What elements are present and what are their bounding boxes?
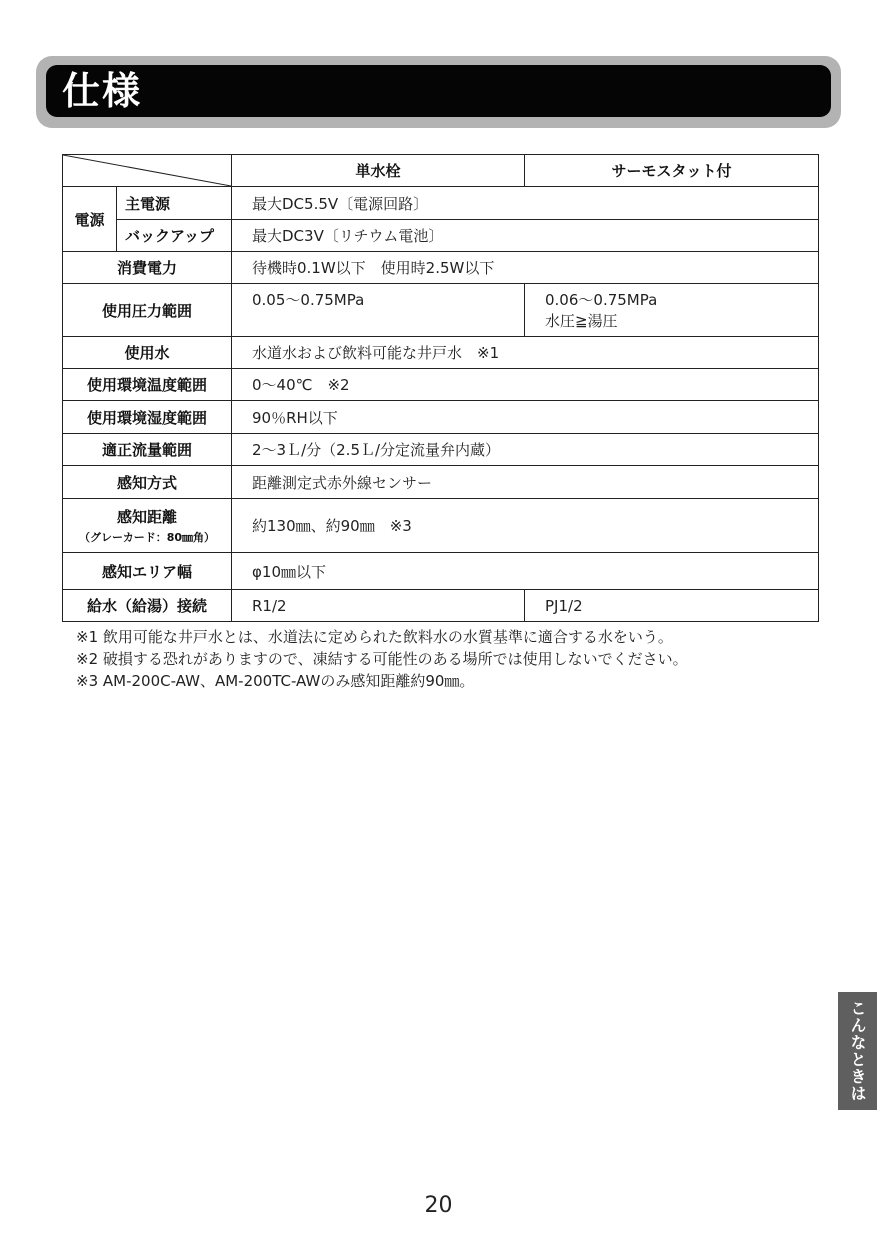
page-title: 仕様 bbox=[62, 69, 143, 113]
water-value: 水道水および飲料可能な井戸水 ※1 bbox=[232, 337, 819, 369]
humidity-label: 使用環境湿度範囲 bbox=[63, 401, 232, 434]
connection-label: 給水（給湯）接続 bbox=[63, 590, 232, 622]
table-row bbox=[63, 434, 819, 466]
table-row bbox=[63, 590, 819, 622]
backup-label: バックアップ bbox=[117, 220, 232, 252]
side-tab-troubleshooting[interactable]: こんなときは bbox=[838, 992, 877, 1110]
table-header-row bbox=[63, 155, 819, 187]
sensing-distance-sublabel: （グレーカード：80㎜角） bbox=[78, 531, 216, 544]
header-thermostat: サーモスタット付 bbox=[525, 155, 819, 187]
humidity-value: 90％RH以下 bbox=[232, 401, 819, 434]
title-bar bbox=[46, 65, 831, 117]
table-row bbox=[63, 369, 819, 401]
header-tansuisen: 単水栓 bbox=[232, 155, 525, 187]
main-power-label: 主電源 bbox=[117, 187, 232, 220]
pressure-thermostat-line1: 0.06〜0.75MPa bbox=[545, 291, 658, 309]
water-label: 使用水 bbox=[63, 337, 232, 369]
table-row bbox=[63, 187, 819, 220]
sensing-distance-cell bbox=[63, 499, 232, 553]
table-row bbox=[63, 337, 819, 369]
footnote-3: ※3 AM-200C-AW、AM-200TC-AWのみ感知距離約90㎜。 bbox=[76, 672, 475, 690]
table-row bbox=[63, 466, 819, 499]
page-number: 20 bbox=[424, 1193, 453, 1218]
consumption-label: 消費電力 bbox=[63, 252, 232, 284]
pressure-thermostat bbox=[525, 284, 819, 337]
consumption-value: 待機時0.1W以下 使用時2.5W以下 bbox=[232, 252, 819, 284]
table-row bbox=[63, 553, 819, 590]
main-power-value: 最大DC5.5V〔電源回路〕 bbox=[232, 187, 819, 220]
sensing-area-value: φ10㎜以下 bbox=[232, 553, 819, 590]
sensing-method-label: 感知方式 bbox=[63, 466, 232, 499]
backup-value: 最大DC3V〔リチウム電池〕 bbox=[232, 220, 819, 252]
temp-value: 0〜40℃ ※2 bbox=[232, 369, 819, 401]
sensing-distance-label: 感知距離 bbox=[116, 508, 177, 526]
footnote-2: ※2 破損する恐れがありますので、凍結する可能性のある場所では使用しないでください。 bbox=[76, 650, 688, 668]
footnote-1: ※1 飲用可能な井戸水とは、水道法に定められた飲料水の水質基準に適合する水をいう。 bbox=[76, 628, 673, 646]
table-row bbox=[63, 401, 819, 434]
footnotes bbox=[76, 626, 836, 692]
connection-tansuisen: R1/2 bbox=[232, 590, 525, 622]
sensing-area-label: 感知エリア幅 bbox=[63, 553, 232, 590]
sensing-method-value: 距離測定式赤外線センサー bbox=[232, 466, 819, 499]
flow-value: 2〜3Ｌ/分（2.5Ｌ/分定流量弁内蔵） bbox=[232, 434, 819, 466]
power-group-label: 電源 bbox=[63, 187, 117, 252]
connection-thermostat: PJ1/2 bbox=[525, 590, 819, 622]
pressure-tansuisen: 0.05〜0.75MPa bbox=[232, 284, 525, 337]
sensing-distance-value: 約130㎜、約90㎜ ※3 bbox=[232, 499, 819, 553]
table-row bbox=[63, 499, 819, 553]
table-row bbox=[63, 252, 819, 284]
pressure-label: 使用圧力範囲 bbox=[63, 284, 232, 337]
spec-table bbox=[62, 154, 819, 622]
flow-label: 適正流量範囲 bbox=[63, 434, 232, 466]
table-row bbox=[63, 220, 819, 252]
corner-cell bbox=[63, 155, 232, 187]
pressure-thermostat-line2: 水圧≧湯圧 bbox=[545, 312, 618, 330]
temp-label: 使用環境温度範囲 bbox=[63, 369, 232, 401]
table-row bbox=[63, 284, 819, 337]
diagonal-line bbox=[63, 155, 231, 186]
